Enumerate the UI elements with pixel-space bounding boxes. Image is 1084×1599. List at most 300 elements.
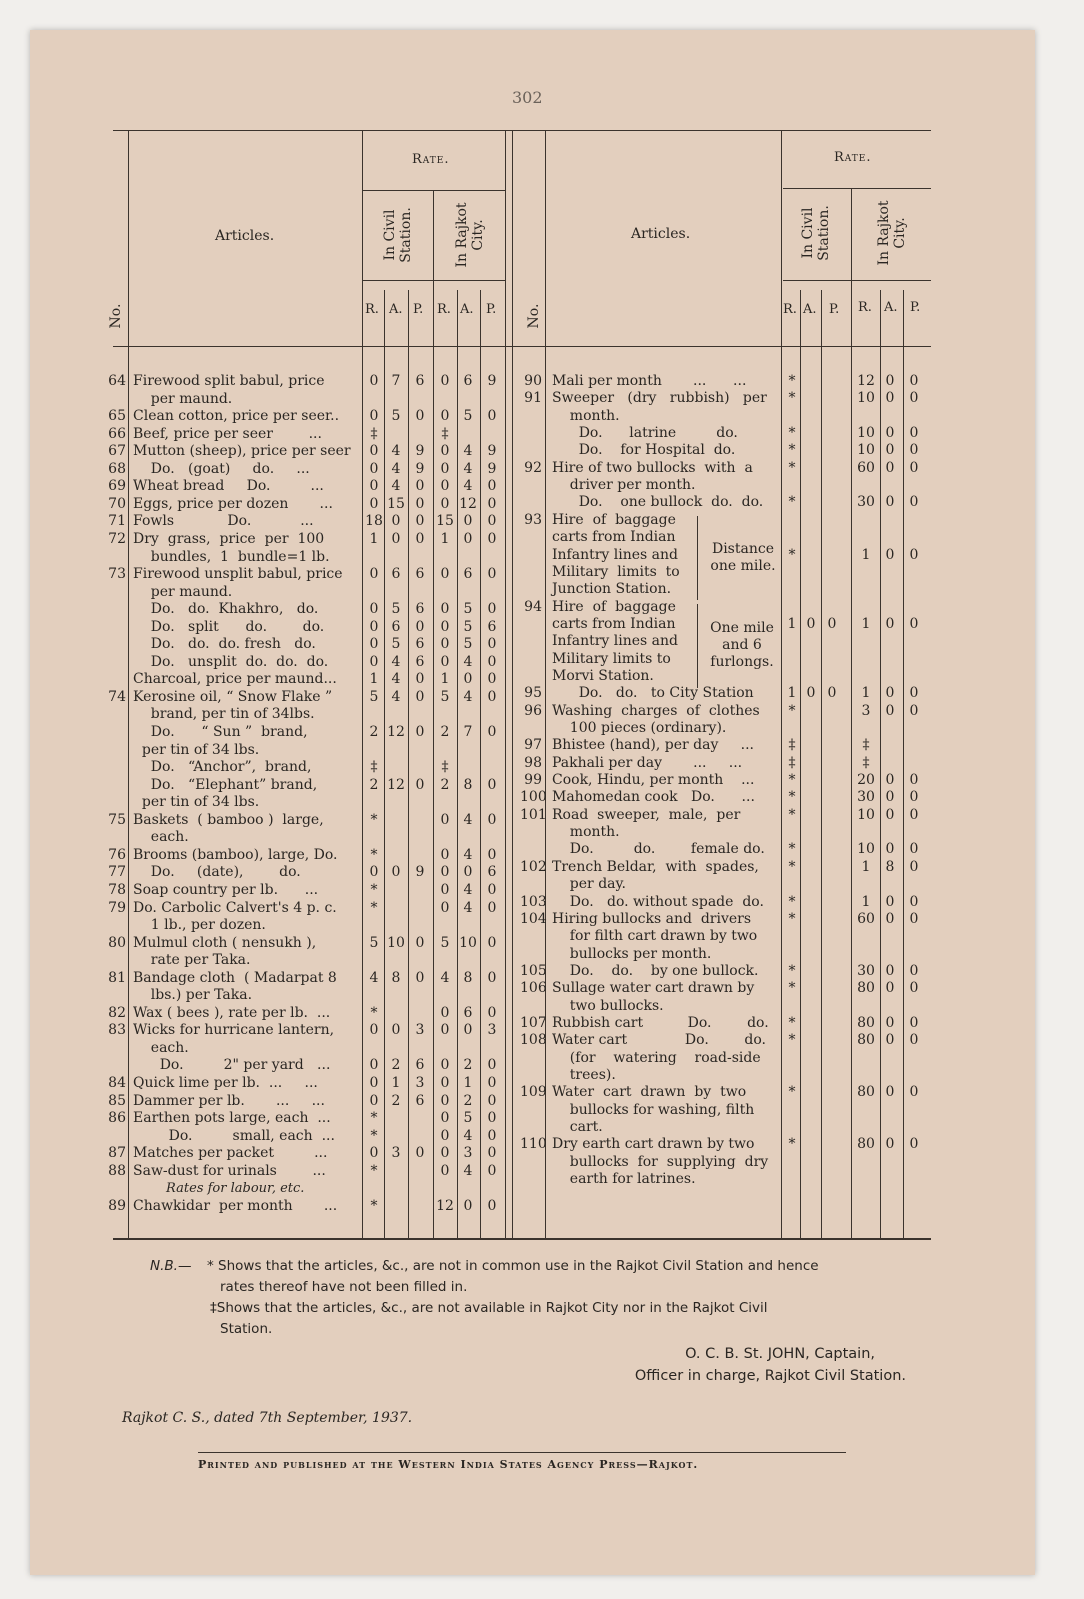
article-text: Charcoal, price per maund... <box>133 671 337 688</box>
article-text: Firewood split babul, price <box>133 373 325 389</box>
city-rate-r: 30 <box>857 962 875 979</box>
article-text: each. <box>133 829 189 846</box>
city-rate-a: 5 <box>463 601 473 618</box>
city-rate-a: 0 <box>885 789 895 806</box>
article-text: Soap country per lb. ... <box>133 881 319 898</box>
row-number: 71 <box>108 513 126 530</box>
city-rate-p: 0 <box>909 459 919 476</box>
city-rate-r: 0 <box>440 1022 450 1039</box>
article-text: Fowls Do. ... <box>133 513 314 530</box>
civil-rate-r: * <box>370 811 378 828</box>
article-text: month. <box>552 824 620 841</box>
city-rate-p: 0 <box>909 425 919 442</box>
article-text: Mutton (sheep), price per seer <box>133 443 351 460</box>
article-text: Pakhali per day ... ... <box>552 754 743 771</box>
article-text: bundles, 1 bundle=1 lb. <box>133 548 330 565</box>
civil-rate-r: * <box>370 1127 378 1144</box>
city-rate-r: 0 <box>440 881 450 898</box>
row-number: 93 <box>524 511 542 528</box>
city-rate-a: 0 <box>885 910 895 927</box>
city-rate-p: 0 <box>487 1110 497 1127</box>
article-text: Do. do. Khakhro, do. <box>133 601 319 618</box>
civil-rate-r: * <box>370 846 378 863</box>
brace-93 <box>692 516 698 600</box>
civil-rate-p: 9 <box>415 460 425 477</box>
row-number: 94 <box>524 598 542 615</box>
civil-rate-a: 3 <box>391 1145 401 1162</box>
city-rate-p: 0 <box>487 530 497 547</box>
civil-heading-left: In Civil Station. <box>382 207 414 263</box>
article-text: Kerosine oil, “ Snow Flake ” <box>133 688 333 705</box>
civil-rate-r: 5 <box>369 688 379 705</box>
city-rate-a: 0 <box>885 494 895 511</box>
civil-rate-r: * <box>788 1032 796 1049</box>
city-rate-a: 0 <box>463 864 473 881</box>
page-number: 302 <box>512 88 543 107</box>
article-text: Infantry lines and <box>552 546 678 563</box>
article-text: Infantry lines and <box>552 633 678 650</box>
row-number: 99 <box>524 772 542 789</box>
city-rate-r: 0 <box>440 408 450 425</box>
civil-rate-r: * <box>788 442 796 459</box>
city-rate-a: 4 <box>463 443 473 460</box>
article-text: 1 lb., per dozen. <box>133 917 266 934</box>
city-rate-a: 4 <box>463 899 473 916</box>
civil-rate-a: 0 <box>391 1022 401 1039</box>
city-rate-a: 0 <box>463 1197 473 1214</box>
city-rate-p: 0 <box>909 893 919 910</box>
article-text: per tin of 34 lbs. <box>133 794 260 811</box>
row-number: 77 <box>108 864 126 881</box>
article-text: Beef, price per seer ... <box>133 425 322 442</box>
city-rate-p: 0 <box>487 1057 497 1074</box>
city-rate-a: 0 <box>885 373 895 389</box>
note-star-cont: rates thereof have not been filled in. <box>220 1279 468 1295</box>
article-text: Wax ( bees ), rate per lb. ... <box>133 1004 331 1021</box>
article-text: per day. <box>552 876 626 893</box>
civil-rate-a: 0 <box>391 864 401 881</box>
article-text: Road sweeper, male, per <box>552 806 741 823</box>
city-rate-p: 0 <box>487 1092 497 1109</box>
article-text: Mahomedan cook Do. ... <box>552 789 755 806</box>
city-rate-p: 0 <box>909 546 919 563</box>
row-number: 73 <box>108 566 126 583</box>
civil-rate-p: 0 <box>415 776 425 793</box>
civil-rate-r: 0 <box>369 408 379 425</box>
article-text: earth for latrines. <box>552 1171 696 1188</box>
article-text: Rates for labour, etc. <box>133 1181 305 1197</box>
civil-rate-r: * <box>370 1197 378 1214</box>
article-text: Do. do. female do. <box>552 841 765 858</box>
city-rate-a: 0 <box>463 671 473 688</box>
city-rate-a: 7 <box>463 724 473 740</box>
city-rate-a: 2 <box>463 1057 473 1074</box>
row-number: 66 <box>108 425 126 442</box>
civil-rate-r: * <box>788 772 796 789</box>
article-text: Bhistee (hand), per day ... <box>552 737 754 754</box>
civil-rate-p: 6 <box>415 653 425 670</box>
city-rate-a: 8 <box>885 858 895 875</box>
civil-rate-r: 0 <box>369 478 379 495</box>
city-rate-r: 60 <box>857 459 875 476</box>
row-number: 69 <box>108 478 126 495</box>
city-rate-p: 0 <box>487 811 497 828</box>
city-rate-a: 1 <box>463 1075 473 1091</box>
civil-rate-r: 1 <box>369 530 379 547</box>
city-rate-p: 0 <box>909 685 919 702</box>
city-rate-r: ‡ <box>441 425 449 442</box>
civil-rate-p: 0 <box>415 478 425 495</box>
city-rate-a: 8 <box>463 776 473 793</box>
city-rate-a: 0 <box>885 1084 895 1101</box>
article-text: Dammer per lb. ... ... <box>133 1092 325 1109</box>
civil-rate-r: 2 <box>369 776 379 793</box>
civil-rate-r: 0 <box>369 601 379 618</box>
city-rate-a: 0 <box>885 1136 895 1153</box>
city-rate-a: 0 <box>885 459 895 476</box>
city-rate-p: 0 <box>909 858 919 875</box>
city-rate-p: 0 <box>487 846 497 863</box>
row-number: 76 <box>108 846 126 863</box>
article-text: Rubbish cart Do. do. <box>552 1014 769 1031</box>
article-text: cart. <box>552 1119 603 1136</box>
article-text: Do. small, each ... <box>133 1127 335 1144</box>
civil-rate-r: * <box>788 494 796 511</box>
city-rate-a: 3 <box>463 1145 473 1162</box>
city-rate-a: 0 <box>885 1032 895 1049</box>
city-rate-r: 0 <box>440 1127 450 1144</box>
city-rate-p: 0 <box>909 702 919 719</box>
city-rate-r: 0 <box>440 899 450 916</box>
row-number: 65 <box>108 408 126 425</box>
civil-rate-p: 0 <box>415 530 425 547</box>
city-rate-a: 0 <box>463 513 473 530</box>
city-rate-a: 4 <box>463 846 473 863</box>
row-number: 88 <box>108 1162 126 1179</box>
city-rate-a: 0 <box>885 772 895 789</box>
city-rate-p: 0 <box>487 881 497 898</box>
row-number: 90 <box>524 373 542 389</box>
civil-rate-r: * <box>788 702 796 719</box>
civil-rate-a: 0 <box>391 513 401 530</box>
civil-rate-r: * <box>788 893 796 910</box>
city-rate-p: 0 <box>487 724 497 740</box>
row-number: 79 <box>108 899 126 916</box>
rate-heading-left: Rate. <box>412 152 450 167</box>
city-rate-r: 0 <box>440 495 450 512</box>
city-rate-p: 0 <box>487 1075 497 1091</box>
civil-rate-a: 4 <box>391 671 401 688</box>
civil-rate-a: 8 <box>391 969 401 986</box>
civil-rate-r: ‡ <box>788 754 796 771</box>
brace-label-94: One mile and 6 furlongs. <box>710 620 774 670</box>
article-text: Do. latrine do. <box>552 425 738 442</box>
city-rate-r: 0 <box>440 811 450 828</box>
civil-rate-a: 5 <box>391 408 401 425</box>
city-rate-r: 80 <box>857 1136 875 1153</box>
article-text: Earthen pots large, each ... <box>133 1110 331 1127</box>
article-text: 100 pieces (ordinary). <box>552 720 727 736</box>
civil-rate-p: 0 <box>415 513 425 530</box>
civil-rate-r: * <box>788 546 796 563</box>
civil-rate-p: 6 <box>415 636 425 653</box>
city-rate-r: 0 <box>440 443 450 460</box>
city-rate-a: 4 <box>463 460 473 477</box>
civil-rate-p: 0 <box>415 688 425 705</box>
city-rate-r: 0 <box>440 636 450 653</box>
article-text: per maund. <box>133 390 233 407</box>
city-rate-p: 0 <box>487 408 497 425</box>
city-rate-r: 5 <box>440 688 450 705</box>
article-text: Do. 2" per yard ... <box>133 1057 331 1074</box>
city-rate-r: 1 <box>861 546 871 563</box>
civil-rate-p: 9 <box>415 864 425 881</box>
city-rate-r: ‡ <box>862 737 870 754</box>
city-rate-a: 2 <box>463 1092 473 1109</box>
city-rate-p: 0 <box>909 789 919 806</box>
row-number: 82 <box>108 1004 126 1021</box>
row-number: 89 <box>108 1197 126 1214</box>
row-number: 108 <box>520 1032 547 1049</box>
city-rate-r: 0 <box>440 1092 450 1109</box>
civil-rate-p: 6 <box>415 1057 425 1074</box>
city-rate-p: 3 <box>487 1022 497 1039</box>
city-rate-a: 0 <box>885 980 895 997</box>
city-rate-a: 4 <box>463 1162 473 1179</box>
article-text: Quick lime per lb. ... ... <box>133 1075 318 1091</box>
articles-heading-left: Articles. <box>215 228 275 244</box>
city-rate-r: 1 <box>440 671 450 688</box>
article-text: Hire of baggage <box>552 598 676 615</box>
city-rate-r: 2 <box>440 776 450 793</box>
city-rate-r: 0 <box>440 1057 450 1074</box>
article-text: Do. (goat) do. ... <box>133 460 310 477</box>
article-text: rate per Taka. <box>133 952 251 969</box>
city-rate-a: 0 <box>885 806 895 823</box>
city-rate-r: 12 <box>857 373 875 389</box>
article-text: bullocks for supplying dry <box>552 1153 769 1170</box>
article-text: Clean cotton, price per seer.. <box>133 408 340 425</box>
article-text: Dry earth cart drawn by two <box>552 1136 755 1153</box>
note-dagger: ‡Shows that the articles, &c., are not available in Rajkot City nor in the Rajkot Civil <box>210 1300 768 1316</box>
city-rate-p: 0 <box>909 390 919 407</box>
civil-rate-r: * <box>788 858 796 875</box>
city-rate-r: 80 <box>857 980 875 997</box>
city-rate-a: 0 <box>885 1014 895 1031</box>
city-rate-a: 0 <box>463 530 473 547</box>
city-rate-a: 6 <box>463 373 473 389</box>
article-text: Trench Beldar, with spades, <box>552 858 759 875</box>
city-rate-p: 9 <box>487 373 497 389</box>
city-rate-p: 0 <box>909 1014 919 1031</box>
city-rate-p: 0 <box>487 1004 497 1021</box>
dated-line: Rajkot C. S., dated 7th September, 1937. <box>122 1410 413 1426</box>
brace-94 <box>692 604 698 688</box>
article-text: Hire of baggage <box>552 511 676 528</box>
city-rate-p: 0 <box>487 636 497 653</box>
city-rate-r: 3 <box>861 702 871 719</box>
civil-rate-a: 4 <box>391 688 401 705</box>
civil-rate-a: 7 <box>391 373 401 389</box>
civil-rate-p: 0 <box>415 934 425 951</box>
signature-name: O. C. B. St. JOHN, Captain, <box>685 1346 875 1362</box>
row-number: 70 <box>108 495 126 512</box>
row-number: 107 <box>520 1014 547 1031</box>
nb-label: N.B.— <box>150 1258 192 1274</box>
row-number: 96 <box>524 702 542 719</box>
article-text: Do. (date), do. <box>133 864 301 881</box>
civil-rate-p: 6 <box>415 601 425 618</box>
article-text: Bandage cloth ( Madarpat 8 <box>133 969 337 986</box>
city-rate-r: 0 <box>440 566 450 583</box>
city-rate-r: 20 <box>857 772 875 789</box>
civil-rate-r: 0 <box>369 495 379 512</box>
city-rate-a: 6 <box>463 1004 473 1021</box>
civil-rate-r: * <box>788 1014 796 1031</box>
civil-rate-p: 3 <box>415 1022 425 1039</box>
civil-rate-a: 4 <box>391 653 401 670</box>
city-rate-a: 5 <box>463 408 473 425</box>
city-rate-p: 0 <box>487 566 497 583</box>
row-number: 104 <box>520 910 547 927</box>
article-text: Military limits to <box>552 563 680 580</box>
city-rate-p: 0 <box>487 513 497 530</box>
city-rate-p: 0 <box>487 1145 497 1162</box>
civil-rate-r: * <box>370 881 378 898</box>
row-number: 85 <box>108 1092 126 1109</box>
city-rate-p: 0 <box>487 495 497 512</box>
article-text: Chawkidar per month ... <box>133 1197 338 1214</box>
city-rate-a: 4 <box>463 478 473 495</box>
civil-rate-r: * <box>788 1136 796 1153</box>
civil-rate-r: * <box>788 459 796 476</box>
city-rate-p: 0 <box>909 962 919 979</box>
article-text: Water cart Do. do. <box>552 1032 766 1049</box>
article-text: Do. “Elephant” brand, <box>133 776 318 793</box>
city-rate-p: 0 <box>487 899 497 916</box>
article-text: Mulmul cloth ( nensukh ), <box>133 934 317 951</box>
city-rate-r: 5 <box>440 934 450 951</box>
article-text: Hiring bullocks and drivers <box>552 910 752 927</box>
city-rate-r: 0 <box>440 478 450 495</box>
civil-rate-p: 6 <box>415 373 425 389</box>
city-rate-p: 0 <box>909 373 919 389</box>
table-top-rule <box>113 130 931 131</box>
note-dagger-cont: Station. <box>220 1321 273 1337</box>
note-star: * Shows that the articles, &c., are not in common use in the Rajkot Civil Station and hence <box>207 1258 819 1274</box>
civil-rate-a: 4 <box>391 443 401 460</box>
civil-rate-a: 5 <box>391 601 401 618</box>
civil-rate-r: 0 <box>369 443 379 460</box>
city-rate-a: 8 <box>463 969 473 986</box>
row-number: 84 <box>108 1075 126 1091</box>
civil-rate-p: 0 <box>415 618 425 635</box>
rate-heading-right: Rate. <box>834 150 872 165</box>
civil-rate-a: 4 <box>391 460 401 477</box>
civil-rate-p: 0 <box>415 495 425 512</box>
row-number: 83 <box>108 1022 126 1039</box>
article-text: Do. split do. do. <box>133 618 325 635</box>
article-text: Washing charges of clothes <box>552 702 760 719</box>
city-rate-r: ‡ <box>441 759 449 776</box>
article-text: lbs.) per Taka. <box>133 987 253 1004</box>
article-text: Mali per month ... ... <box>552 373 747 389</box>
city-rate-r: 10 <box>857 442 875 459</box>
city-rate-p: 0 <box>909 841 919 858</box>
city-rate-r: 80 <box>857 1014 875 1031</box>
civil-rate-p: 6 <box>415 1092 425 1109</box>
article-text: Brooms (bamboo), large, Do. <box>133 846 338 863</box>
city-rate-p: 0 <box>909 910 919 927</box>
city-rate-p: 0 <box>487 776 497 793</box>
city-rate-r: 0 <box>440 1145 450 1162</box>
city-heading-right: In Rajkot City. <box>876 200 908 266</box>
city-rate-r: 0 <box>440 1004 450 1021</box>
city-rate-p: 0 <box>487 1127 497 1144</box>
row-number: 95 <box>524 685 542 702</box>
no-heading-left: No. <box>108 303 124 329</box>
article-text: Do. Carbolic Calvert's 4 p. c. <box>133 899 337 916</box>
city-rate-p: 0 <box>487 688 497 705</box>
civil-rate-r: * <box>370 899 378 916</box>
civil-rate-p: 0 <box>415 671 425 688</box>
city-rate-a: 5 <box>463 636 473 653</box>
city-rate-r: 0 <box>440 601 450 618</box>
civil-rate-r: 0 <box>369 1092 379 1109</box>
city-rate-a: 0 <box>463 1022 473 1039</box>
civil-rate-r: 1 <box>787 685 797 702</box>
article-text: Saw-dust for urinals ... <box>133 1162 326 1179</box>
civil-rate-r: 5 <box>369 934 379 951</box>
civil-rate-p: 0 <box>827 615 837 632</box>
city-rate-r: 15 <box>436 513 454 530</box>
city-rate-p: 0 <box>909 980 919 997</box>
article-text: Baskets ( bamboo ) large, <box>133 811 324 828</box>
city-rate-a: 0 <box>885 425 895 442</box>
civil-rate-r: 0 <box>369 1075 379 1091</box>
city-rate-r: 30 <box>857 494 875 511</box>
city-rate-r: 4 <box>440 969 450 986</box>
article-text: Do. one bullock do. do. <box>552 494 764 511</box>
city-rate-p: 6 <box>487 864 497 881</box>
row-number: 91 <box>524 390 542 407</box>
city-rate-p: 0 <box>909 615 919 632</box>
civil-rate-r: * <box>788 962 796 979</box>
article-text: Sweeper (dry rubbish) per <box>552 390 767 407</box>
civil-rate-a: 2 <box>391 1057 401 1074</box>
city-rate-r: 10 <box>857 806 875 823</box>
article-text: driver per month. <box>552 477 696 494</box>
civil-rate-r: * <box>788 390 796 407</box>
civil-rate-r: 1 <box>369 671 379 688</box>
city-rate-r: 80 <box>857 1084 875 1101</box>
city-rate-p: 0 <box>909 494 919 511</box>
city-rate-r: 1 <box>861 685 871 702</box>
city-rate-r: 30 <box>857 789 875 806</box>
city-rate-a: 0 <box>885 442 895 459</box>
city-rate-a: 10 <box>459 934 477 951</box>
civil-rate-r: 0 <box>369 864 379 881</box>
city-rate-r: 1 <box>440 530 450 547</box>
city-rate-r: 10 <box>857 425 875 442</box>
city-rate-a: 0 <box>885 962 895 979</box>
city-rate-a: 5 <box>463 1110 473 1127</box>
article-text: brand, per tin of 34lbs. <box>133 706 315 723</box>
article-text: Eggs, price per dozen ... <box>133 495 333 512</box>
civil-rate-r: 18 <box>365 513 383 530</box>
civil-rate-r: ‡ <box>788 737 796 754</box>
civil-rate-r: 0 <box>369 460 379 477</box>
